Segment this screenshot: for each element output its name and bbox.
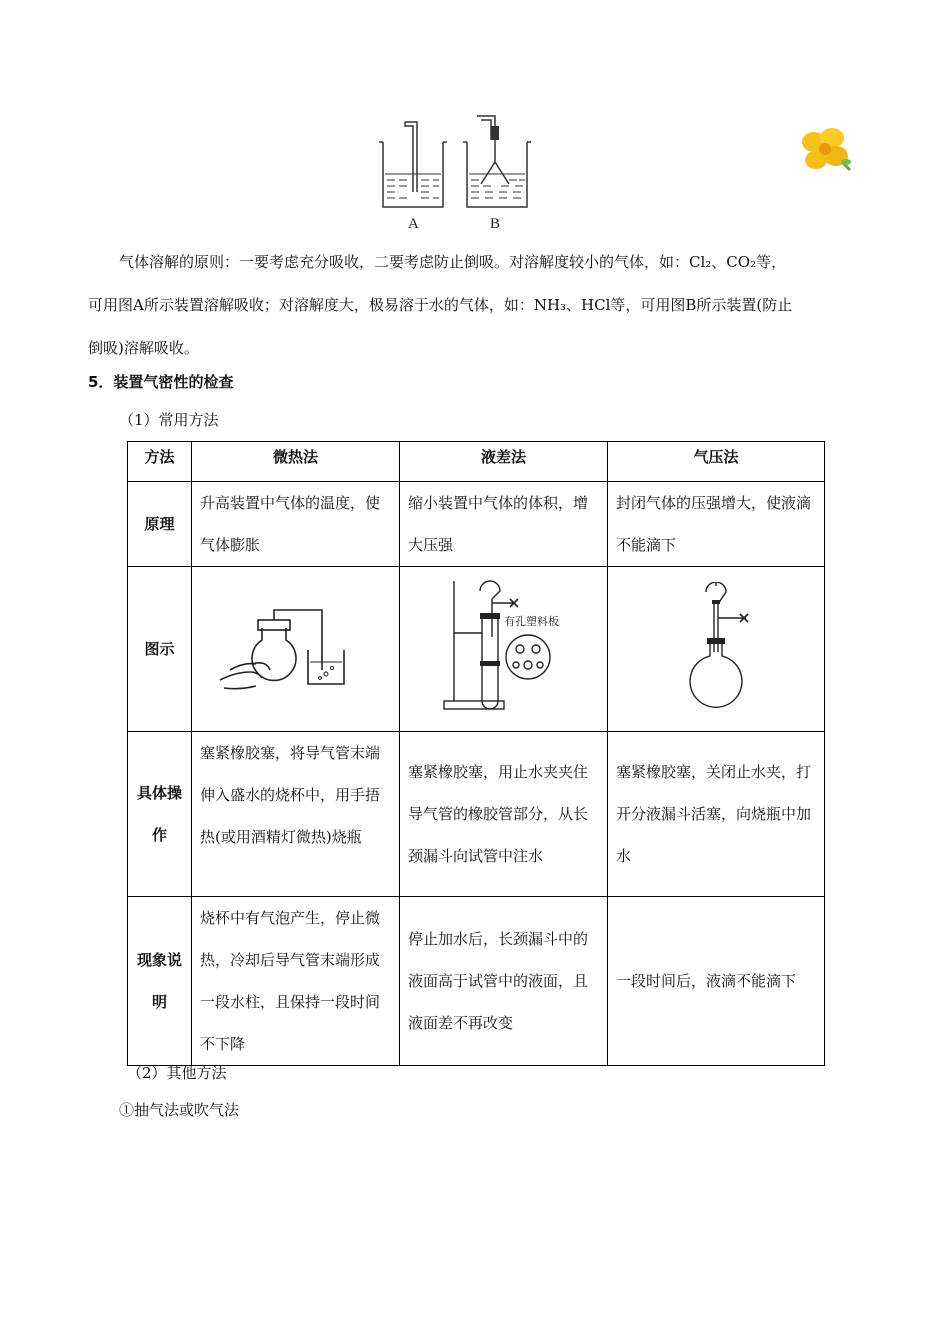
cell-phenomenon-2: 停止加水后，长颈漏斗中的液面高于试管中的液面，且液面差不再改变 <box>400 897 608 1066</box>
header-method: 方法 <box>128 442 192 482</box>
cell-diagram-3 <box>608 567 825 732</box>
beaker-a <box>379 122 447 207</box>
table-row <box>128 732 825 897</box>
header-liquid-diff: 液差法 <box>400 442 608 482</box>
row-head-phenomenon: 现象说明 <box>128 897 192 1066</box>
cell-operation-1: 塞紧橡胶塞，将导气管末端伸入盛水的烧杯中，用手捂热(或用酒精灯微热)烧瓶 <box>192 732 400 897</box>
cell-principle-1: 升高装置中气体的温度，使气体膨胀 <box>192 482 400 567</box>
row-head-principle: 原理 <box>128 482 192 567</box>
intro-line-3: 倒吸)溶解吸收。 <box>88 339 199 357</box>
cell-diagram-2 <box>400 567 608 732</box>
cell-principle-3: 封闭气体的压强增大，使液滴不能滴下 <box>608 482 825 567</box>
header-micro-heat: 微热法 <box>192 442 400 482</box>
table-row <box>128 897 825 1066</box>
subsection-1: （1）常用方法 <box>119 411 219 429</box>
cell-phenomenon-3: 一段时间后，液滴不能滴下 <box>608 897 825 1066</box>
section-title: 5．装置气密性的检查 <box>88 373 234 391</box>
cell-principle-2: 缩小装置中气体的体积，增大压强 <box>400 482 608 567</box>
liquid-difference-apparatus <box>408 577 598 717</box>
airtightness-table <box>127 441 825 1066</box>
label-b: B <box>490 216 501 232</box>
row-head-operation: 具体操作 <box>128 732 192 897</box>
perforated-plate-label: 有孔塑料板 <box>504 615 559 628</box>
label-a: A <box>408 216 419 232</box>
subsection-2: （2）其他方法 <box>127 1064 227 1082</box>
micro-heat-apparatus <box>200 592 390 702</box>
gas-absorption-figure <box>375 112 535 232</box>
cell-operation-2: 塞紧橡胶塞，用止水夹夹住导气管的橡胶管部分，从长颈漏斗向试管中注水 <box>400 732 608 897</box>
intro-line-2: 可用图A所示装置溶解吸收；对溶解度大，极易溶于水的气体，如：NH₃、HCl等，可用图B所示装置(防止 <box>88 296 793 314</box>
cell-operation-3: 塞紧橡胶塞，关闭止水夹，打开分液漏斗活塞，向烧瓶中加水 <box>608 732 825 897</box>
cell-phenomenon-1: 烧杯中有气泡产生，停止微热，冷却后导气管末端形成一段水柱，且保持一段时间不下降 <box>192 897 400 1066</box>
table-row <box>128 482 825 567</box>
intro-line-1: 气体溶解的原则：一要考虑充分吸收，二要考虑防止倒吸。对溶解度较小的气体，如：Cl₂、CO₂等， <box>119 253 787 271</box>
row-head-diagram: 图示 <box>128 567 192 732</box>
table-header-row <box>128 442 825 482</box>
cell-diagram-1 <box>192 567 400 732</box>
method-item-1: ①抽气法或吹气法 <box>119 1101 240 1119</box>
flower-decoration-icon <box>796 122 852 174</box>
table-row <box>128 567 825 732</box>
air-pressure-apparatus <box>656 582 776 712</box>
header-air-pressure: 气压法 <box>608 442 825 482</box>
